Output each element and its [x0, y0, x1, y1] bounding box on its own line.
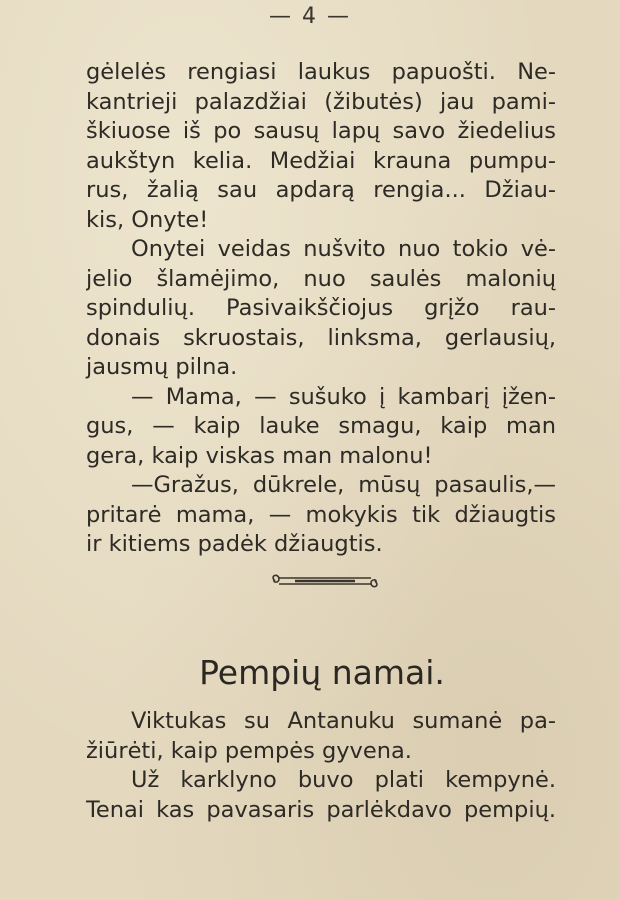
text-line: donais skruostais, linksma, gerlausių,: [86, 324, 556, 351]
text-line: gėlelės rengiasi laukus papuošti. Ne-: [86, 59, 556, 85]
text-line: Viktukas su Antanuku sumanė pa-: [131, 708, 556, 734]
text-line: žiūrėti, kaip pempės gyvena.: [86, 737, 412, 764]
text-block-bottom: [86, 707, 556, 825]
text-line: ir kitiems padėk džiaugtis.: [86, 531, 383, 557]
text-line: pritarė mama, — mokykis tik džiaugtis: [86, 501, 556, 528]
text-line: Tenai kas pavasaris parlėkdavo pempių.: [86, 796, 556, 823]
page-number: — 4 —: [269, 4, 351, 29]
paragraph-5: [86, 707, 556, 766]
divider-ornament-icon: [265, 571, 385, 591]
paragraph-4: [86, 471, 556, 560]
text-line: aukštyn kelia. Medžiai krauna pumpu-: [86, 147, 556, 174]
text-line: Onytei veidas nušvito nuo tokio vė-: [131, 236, 556, 262]
paragraph-3: [86, 383, 556, 472]
text-line: škiuose iš po sausų lapų savo žiedelius: [86, 118, 556, 144]
text-line: — Mama, — sušuko į kambarį įžen-: [131, 383, 556, 410]
paragraph-1: [86, 58, 556, 235]
text-line: gus, — kaip lauke smagu, kaip man: [86, 413, 556, 439]
text-line: kis, Onyte!: [86, 206, 209, 233]
text-line: rus, žalią sau apdarą rengia... Džiau-: [86, 177, 556, 203]
section-title: Pempių namai.: [199, 653, 445, 692]
text-line: kantrieji palazdžiai (žibutės) jau pami-: [86, 88, 556, 115]
text-block-top: [86, 58, 556, 560]
text-line: Už karklyno buvo plati kempynė.: [131, 767, 556, 793]
paragraph-6: [86, 766, 556, 825]
text-line: jelio šlamėjimo, nuo saulės malonių: [86, 265, 556, 292]
paragraph-2: [86, 235, 556, 383]
text-line: gera, kaip viskas man malonu!: [86, 442, 433, 469]
text-line: jausmų pilna.: [86, 354, 238, 380]
text-line: spindulių. Pasivaikščiojus grįžo rau-: [86, 295, 556, 321]
text-line: —Gražus, dūkrele, mūsų pasaulis,—: [131, 472, 556, 498]
